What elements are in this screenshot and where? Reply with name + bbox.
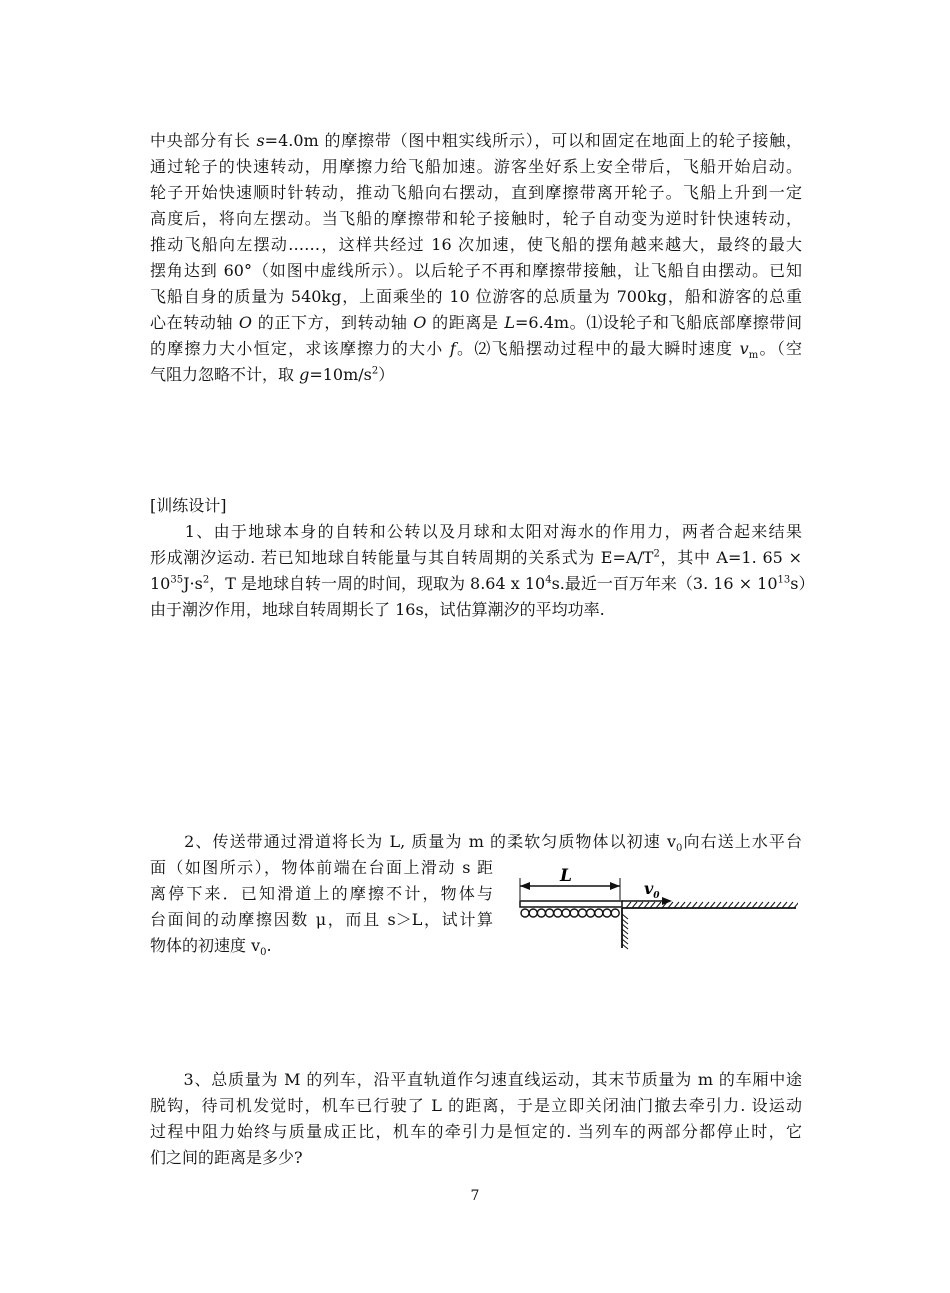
text-run: 的正下方，到转动轴 [252,313,414,332]
problem-intro-paragraph [150,128,802,388]
hatch-line [680,902,685,908]
text-run: 气阻力忽略不计，取 [150,365,300,384]
hatch-line [788,902,793,908]
text-run: 高度后，将向左摆动。当飞船的摩擦带和轮子接触时，轮子自动变为逆时针快速转动， [150,209,802,228]
text-run: 轮子开始快速顺时针转动，推动飞船向右摆动，直到摩擦带离开轮子。飞船上升到一定 [150,183,802,202]
velocity-arrow-head [662,897,672,905]
section-heading: [训练设计] [150,496,227,515]
text-run: =10m/s [309,365,372,384]
text-run: =6.4m。⑴设轮子和飞船底部摩擦带间 [515,313,802,332]
hatch-line [622,914,628,919]
italic-symbol: v [739,339,749,358]
text-line [150,597,802,623]
text-run: 们之间的距离是多少? [150,1148,303,1167]
hatch-line [698,902,703,908]
italic-symbol: O [238,313,253,332]
hatch-line [752,902,757,908]
text-run: 心在转动轴 [150,313,239,332]
text-run: 2、传送带通过滑道将长为 L, 质量为 m 的柔软匀质物体以初速 v [150,832,677,851]
hatch-line [776,902,781,908]
text-line [150,571,815,597]
hatch-line [632,902,637,908]
text-run: 推动飞船向左摆动……，这样共经过 16 次加速，使飞船的摆角越来越大，最终的最大 [150,235,802,254]
text-run: 通过轮子的快速转动，用摩擦力给飞船加速。游客坐好系上安全带后，飞船开始启动。 [150,157,802,176]
text-run: 飞船自身的质量为 540kg，上面乘坐的 10 位游客的总质量为 700kg，船和游客的总重 [150,287,802,306]
text-run: 10 [150,574,171,593]
question-1 [150,519,815,623]
text-line [150,1145,802,1171]
hatch-line [692,902,697,908]
text-line [150,206,802,232]
text-line [150,232,802,258]
text-run: 1、由于地球本身的自转和公转以及月球和太阳对海水的作用力，两者合起来结果 [150,522,802,541]
text-run: ，其中 A=1. 65 × [659,548,802,567]
text-line [150,1119,802,1145]
text-line [150,258,802,284]
hatch-line [746,902,751,908]
roller [521,909,529,917]
hatch-line [770,902,775,908]
text-run: 的摩擦力大小恒定，求该摩擦力的大小 [150,339,450,358]
hatch-line [656,902,661,908]
hatch-line [668,902,673,908]
text-run: s.最近一百万年来（3. 16 × 10 [551,574,778,593]
text-line [150,310,802,336]
text-run: 由于潮汐作用，地球自转周期长了 16s，试估算潮汐的平均功率. [150,600,605,619]
text-run: . [266,936,272,955]
italic-symbol: s [256,131,265,150]
subscript: 0 [676,843,683,855]
page-number: 7 [470,1188,480,1204]
hatch-line [722,902,727,908]
text-run: 脱钩，待司机发觉时，机车已行驶了 L 的距离，于是立即关闭油门撤去牵引力. 设运动 [150,1096,802,1115]
text-line [150,855,493,881]
text-line [150,519,802,545]
roller [603,909,611,917]
hatch-line [758,902,763,908]
hatch-line [650,902,655,908]
hatch-line [740,902,745,908]
text-run: 。（空 [758,339,802,358]
text-line [150,284,802,310]
roller [611,909,619,917]
text-run: 中央部分有长 [150,131,257,150]
velocity-label: $v_0$ [644,879,660,901]
text-run: s） [790,574,815,593]
text-line [150,154,802,180]
hatch-line [622,919,628,924]
superscript: 4 [545,574,552,586]
hatch-line [704,902,709,908]
text-run: 。⑵飞船摆动过程中的最大瞬时速度 [455,339,740,358]
roller [546,909,554,917]
italic-symbol: L [504,313,516,332]
hatch-line [686,902,691,908]
object-body [520,901,622,907]
text-line [150,1067,802,1093]
text-run: 摆角达到 60°（如图中虚线所示）。以后轮子不再和摩擦带接触，让飞船自由摆动。已知 [150,261,802,280]
roller [578,909,586,917]
hatch-line [782,902,787,908]
roller [562,909,570,917]
hatch-line [734,902,739,908]
text-run: 物体的初速度 v [150,936,261,955]
text-run: =4.0m 的摩擦带（图中粗实线所示），可以和固定在地面上的轮子接触， [264,131,802,150]
italic-symbol: g [299,365,310,384]
hatch-line [638,902,643,908]
hatch-line [674,902,679,908]
arrow-left-head [520,882,530,890]
table-hatching [626,902,798,908]
text-run: 3、总质量为 M 的列车，沿平直轨道作匀速直线运动，其末节质量为 m 的车厢中途 [150,1070,802,1089]
superscript: 35 [170,574,184,586]
roller [587,909,595,917]
text-line [150,128,802,154]
roller [537,909,545,917]
text-run: 台面间的动摩擦因数 μ，而且 s＞L，试计算 [150,910,493,929]
text-line [150,1093,802,1119]
superscript: 2 [202,574,210,586]
italic-symbol: O [413,313,427,332]
roller-row [521,909,619,917]
roller [529,909,537,917]
hatch-line [710,902,715,908]
hatch-line [794,902,798,908]
arrow-right-head [610,882,620,890]
hatch-line [728,902,733,908]
text-run: J·s [183,574,203,593]
text-run: 面（如图所示），物体前端在台面上滑动 s 距 [150,858,493,877]
hatch-line [622,924,628,929]
text-line [150,362,802,388]
hatch-line [626,902,631,908]
hatch-line [622,929,628,934]
superscript: 2 [653,548,660,560]
text-run: 离停下来．已知滑道上的摩擦不计，物体与 [150,884,493,903]
superscript: 13 [777,574,791,586]
text-run: 过程中阻力始终与质量成正比，机车的牵引力是恒定的. 当列车的两部分都停止时，它 [150,1122,802,1141]
hatch-line [644,902,649,908]
question-3 [150,1067,802,1171]
text-line [150,336,802,362]
roller [554,909,562,917]
roller [595,909,603,917]
hatch-line [716,902,721,908]
text-line [150,545,802,571]
text-line [150,881,493,907]
text-run: 形成潮汐运动. 若已知地球自转能量与其自转周期的关系式为 E=A/T [150,548,654,567]
roller [570,909,578,917]
conveyor-figure [516,864,798,954]
subscript: m [748,350,759,362]
hatch-line [622,944,628,949]
italic-symbol: f [449,339,456,358]
superscript: 2 [371,365,379,377]
text-run: ，T 是地球自转一周的时间，现取为 8.64 x 10 [209,574,546,593]
length-label: L [560,866,572,886]
text-line [150,907,493,933]
wall-hatching [622,914,628,949]
text-run: ） [378,365,395,384]
text-run: 的距离是 [426,313,505,332]
hatch-line [622,934,628,939]
text-line [150,829,802,855]
hatch-line [622,939,628,944]
hatch-line [764,902,769,908]
text-line [150,180,802,206]
subscript: 0 [260,947,267,959]
text-run: 向右送上水平台 [682,832,802,851]
